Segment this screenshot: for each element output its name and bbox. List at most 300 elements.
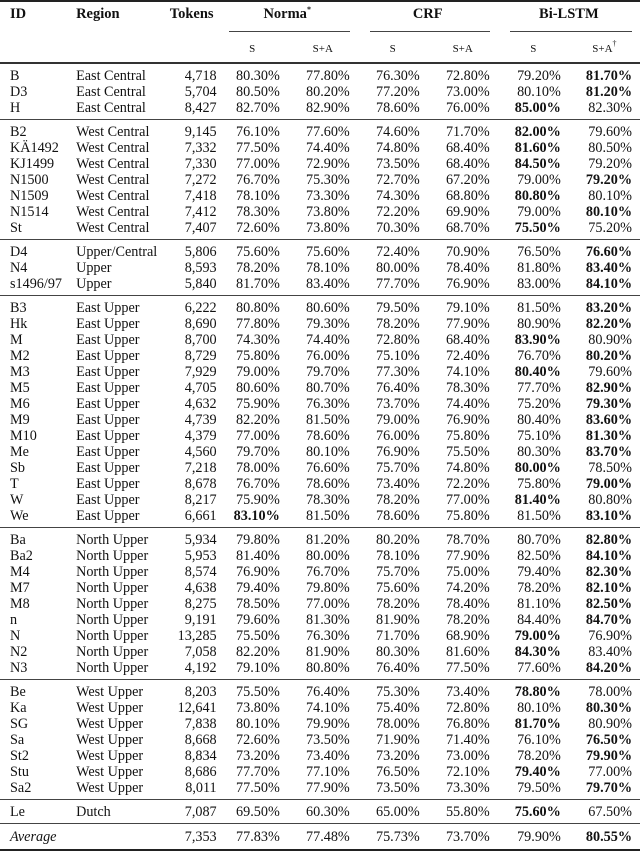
subheader-crf-s [358,34,428,63]
cell-bilstm-s: 85.00% [514,100,561,116]
cell-id: Stu [10,764,29,780]
cell-norma-sa: 80.80% [306,660,350,676]
cell-norma-s: 83.10% [233,508,280,524]
cell-region: North Upper [76,532,149,548]
table-row [0,780,640,800]
subheader-label: S [530,43,537,55]
cell-norma-sa: 81.20% [306,532,350,548]
table-row [0,564,640,580]
cell-norma-sa: 81.50% [306,508,350,524]
cell-bilstm-sa: 75.20% [588,220,632,236]
cell-norma-s: 79.80% [236,532,280,548]
cell-norma-s: 75.50% [236,684,280,700]
header-group-crf [358,1,498,34]
cell-tokens: 8,275 [184,596,217,612]
cell-bilstm-s: 83.90% [514,332,561,348]
cell-crf-sa: 74.40% [445,396,490,412]
cell-region: West Central [76,188,150,204]
cell-id: KÄ1492 [10,140,59,156]
cell-region: North Upper [76,644,149,660]
cell-region: East Upper [76,332,140,348]
table-row [0,412,640,428]
cell-crf-sa: 75.80% [445,428,490,444]
cell-crf-s: 72.20% [375,204,420,220]
cell-norma-s: 78.50% [236,596,280,612]
cell-tokens: 7,332 [184,140,217,156]
cell-bilstm-s: 81.50% [517,300,561,316]
cell-norma-sa: 73.80% [306,220,350,236]
table-row [0,800,640,824]
table-row [0,240,640,261]
cell-bilstm-sa: 80.50% [588,140,632,156]
cell-bilstm-s: 79.50% [517,780,561,796]
cell-norma-s: 77.50% [236,140,280,156]
cell-region: East Upper [76,348,140,364]
cell-region [76,824,167,851]
cell-norma-s: 80.30% [236,68,280,84]
cell-norma-s: 82.20% [236,412,280,428]
cell-id: B [10,68,20,84]
header-spacer [76,34,167,63]
cell-bilstm-s: 77.60% [517,660,561,676]
cell-crf-sa: 68.80% [445,188,490,204]
table-row [0,120,640,141]
cell-avg-norma-s: 77.83% [236,829,280,845]
cell-norma-sa: 81.30% [306,612,350,628]
cell-norma-s: 80.10% [236,716,280,732]
table-row [0,172,640,188]
cell-crf-s: 78.20% [375,316,420,332]
cell-tokens: 4,379 [184,428,217,444]
cell-crf-s: 70.30% [375,220,420,236]
table-row [0,100,640,120]
cell-crf-s: 71.70% [375,628,420,644]
cell-bilstm-sa: 80.30% [585,700,632,716]
cell-norma-sa: 72.90% [306,156,350,172]
cell-id: D3 [10,84,28,100]
cell-bilstm-s: 81.80% [517,260,561,276]
cell-bilstm-sa: 82.50% [585,596,632,612]
cell-crf-s: 75.70% [375,460,420,476]
header-spacer [0,34,76,63]
cell-crf-sa: 81.60% [445,644,490,660]
cell-norma-sa: 78.60% [306,428,350,444]
cell-id: Me [10,444,29,460]
cell-crf-s: 78.10% [375,548,420,564]
cell-norma-sa: 73.80% [306,204,350,220]
table-row [0,596,640,612]
cell-region: West Upper [76,684,144,700]
cell-norma-s: 81.70% [236,276,280,292]
cell-tokens: 7,412 [184,204,217,220]
cell-crf-sa: 73.00% [445,84,490,100]
cell-crf-s: 72.40% [375,244,420,260]
cell-norma-s: 77.80% [236,316,280,332]
cell-bilstm-s: 79.40% [514,764,561,780]
cell-bilstm-s: 80.10% [517,700,561,716]
cell-id: SG [10,716,29,732]
cell-id: M10 [10,428,37,444]
cell-tokens: 8,690 [184,316,217,332]
table-row [0,700,640,716]
cell-id: M2 [10,348,30,364]
cell-bilstm-sa: 83.70% [585,444,632,460]
cell-crf-sa: 75.80% [445,508,490,524]
header-region: Region [76,6,120,22]
cell-bilstm-sa: 82.30% [585,564,632,580]
cell-bilstm-s: 75.60% [514,804,561,820]
table-row [0,380,640,396]
cell-avg-crf-sa: 73.70% [445,829,490,845]
cell-norma-sa: 80.60% [306,300,350,316]
footnote-mark: * [306,5,311,14]
cell-tokens: 7,838 [184,716,217,732]
table-row [0,188,640,204]
cell-bilstm-sa: 83.10% [585,508,632,524]
cell-norma-sa: 77.10% [306,764,350,780]
header-id: ID [10,6,27,22]
cell-tokens: 7,330 [184,156,217,172]
cell-id: s1496/97 [10,276,63,292]
cell-id: N4 [10,260,28,276]
cell-crf-sa: 73.40% [445,684,490,700]
cell-bilstm-s: 80.40% [517,412,561,428]
cell-bilstm-s: 84.50% [514,156,561,172]
cell-crf-sa: 68.40% [445,140,490,156]
cell-bilstm-sa: 84.70% [585,612,632,628]
cell-id: M3 [10,364,30,380]
cell-region: North Upper [76,612,149,628]
cell-bilstm-s: 80.80% [514,188,561,204]
header-spacer [167,34,217,63]
cell-bilstm-sa: 84.20% [585,660,632,676]
table-row [0,332,640,348]
cell-bilstm-sa: 81.30% [585,428,632,444]
cell-avg-norma-sa: 77.48% [306,829,350,845]
cell-crf-s: 78.20% [375,492,420,508]
cell-crf-sa: 75.00% [445,564,490,580]
cell-bilstm-sa: 79.70% [585,780,632,796]
cell-crf-sa: 73.30% [445,780,490,796]
cell-bilstm-sa: 82.30% [588,100,632,116]
cell-bilstm-s: 80.70% [517,532,561,548]
table-row [0,220,640,240]
cell-id: N1500 [10,172,49,188]
cell-id: M9 [10,412,30,428]
cell-bilstm-s: 80.40% [514,364,561,380]
cell-norma-sa: 79.30% [306,316,350,332]
cell-bilstm-sa: 81.20% [585,84,632,100]
cell-bilstm-sa: 79.60% [588,124,632,140]
cell-crf-sa: 71.70% [445,124,490,140]
cell-crf-sa: 72.20% [445,476,490,492]
cell-crf-sa: 68.40% [445,156,490,172]
cell-tokens: 12,641 [177,700,217,716]
cell-norma-sa: 74.40% [306,332,350,348]
cell-average-label: Average [10,829,57,845]
cell-id: We [10,508,29,524]
cell-norma-s: 72.60% [236,732,280,748]
cell-crf-s: 75.10% [375,348,420,364]
cell-bilstm-s: 78.20% [517,580,561,596]
table-row [0,460,640,476]
cell-bilstm-s: 76.10% [517,732,561,748]
cell-region: East Upper [76,396,140,412]
cell-id: M4 [10,564,30,580]
cell-bilstm-s: 80.10% [517,84,561,100]
cell-norma-sa: 76.70% [306,564,350,580]
header-row-sub [0,34,640,63]
cell-bilstm-s: 75.80% [517,476,561,492]
cell-tokens: 4,705 [184,380,217,396]
cell-norma-s: 77.00% [236,428,280,444]
header-tokens: Tokens [169,6,214,22]
cell-crf-sa: 72.80% [445,700,490,716]
cell-crf-s: 80.00% [375,260,420,276]
cell-norma-s: 82.20% [236,644,280,660]
cell-id: M7 [10,580,30,596]
cell-tokens: 7,058 [184,644,217,660]
cell-region: East Upper [76,428,140,444]
cell-bilstm-sa: 83.40% [588,644,632,660]
cell-norma-s: 78.00% [236,460,280,476]
cell-id: M6 [10,396,30,412]
cell-tokens: 8,834 [184,748,217,764]
cell-crf-s: 75.30% [375,684,420,700]
cell-id: M [10,332,23,348]
cell-norma-s: 76.90% [236,564,280,580]
subheader-bilstm-s [498,34,569,63]
cell-id: Sb [10,460,25,476]
cell-id: D4 [10,244,28,260]
table-row [0,680,640,701]
cell-bilstm-s: 82.50% [517,548,561,564]
cell-norma-sa: 73.30% [306,188,350,204]
cell-tokens: 8,427 [184,100,217,116]
cell-bilstm-sa: 76.90% [588,628,632,644]
cell-crf-s: 80.30% [375,644,420,660]
cell-bilstm-s: 79.00% [517,204,561,220]
cell-norma-sa: 80.10% [306,444,350,460]
cell-norma-s: 80.80% [236,300,280,316]
cell-region: East Upper [76,380,140,396]
cell-bilstm-sa: 83.40% [585,260,632,276]
cell-tokens: 9,145 [184,124,217,140]
cell-tokens: 5,953 [184,548,217,564]
cell-crf-s: 81.90% [375,612,420,628]
cell-crf-sa: 77.90% [445,548,490,564]
cell-id: N1509 [10,188,49,204]
cell-crf-sa: 78.40% [445,596,490,612]
table-row [0,364,640,380]
table-row [0,260,640,276]
cell-bilstm-sa: 79.90% [585,748,632,764]
cell-bilstm-s: 79.00% [514,628,561,644]
cell-id: W [10,492,24,508]
subheader-bilstm-sa [569,34,640,63]
subheader-label: S [389,43,396,55]
table-row [0,156,640,172]
header-group-norma [217,1,358,34]
cell-norma-s: 79.70% [236,444,280,460]
cell-id: Hk [10,316,28,332]
cell-bilstm-s: 80.90% [517,316,561,332]
cell-bilstm-s: 78.20% [517,748,561,764]
cell-bilstm-sa: 78.50% [588,460,632,476]
cell-crf-s: 76.40% [375,660,420,676]
cell-norma-sa: 77.80% [306,68,350,84]
cell-region: North Upper [76,596,149,612]
cell-norma-sa: 76.30% [306,628,350,644]
cell-bilstm-sa: 79.20% [585,172,632,188]
cell-id: n [10,612,18,628]
cell-crf-sa: 55.80% [445,804,490,820]
cell-norma-s: 72.60% [236,220,280,236]
cell-region: West Central [76,124,150,140]
cell-tokens: 8,217 [184,492,217,508]
cell-crf-sa: 68.90% [445,628,490,644]
cell-id: Ba2 [10,548,33,564]
subheader-label: S+A [592,43,613,55]
cell-crf-sa: 71.40% [445,732,490,748]
cell-region: North Upper [76,628,149,644]
cell-bilstm-sa: 84.10% [585,548,632,564]
cell-bilstm-s: 81.50% [517,508,561,524]
cell-crf-sa: 75.50% [445,444,490,460]
cell-crf-sa: 79.10% [445,300,490,316]
cell-bilstm-sa: 80.90% [588,332,632,348]
cell-tokens: 7,353 [184,829,217,845]
cell-crf-sa: 67.20% [445,172,490,188]
cell-norma-s: 81.40% [236,548,280,564]
cell-norma-sa: 78.10% [306,260,350,276]
cell-norma-s: 77.50% [236,780,280,796]
cell-crf-s: 73.70% [375,396,420,412]
cell-bilstm-s: 75.10% [517,428,561,444]
cell-tokens: 5,934 [184,532,217,548]
cell-crf-s: 72.70% [375,172,420,188]
cell-crf-sa: 68.40% [445,332,490,348]
cell-crf-s: 77.70% [375,276,420,292]
cell-bilstm-sa: 67.50% [588,804,632,820]
cell-bilstm-s: 79.00% [517,172,561,188]
average-row [0,824,640,851]
cell-norma-s: 74.30% [236,332,280,348]
cell-crf-s: 78.00% [375,716,420,732]
cell-tokens: 6,661 [184,508,217,524]
cell-tokens: 9,191 [184,612,217,628]
cell-norma-sa: 75.30% [306,172,350,188]
table-row [0,580,640,596]
cell-bilstm-sa: 78.00% [588,684,632,700]
cell-region: North Upper [76,548,149,564]
cell-crf-s: 78.60% [375,100,420,116]
cell-crf-s: 75.70% [375,564,420,580]
subheader-crf-sa [428,34,498,63]
cell-crf-s: 77.20% [375,84,420,100]
table-row [0,644,640,660]
cell-crf-sa: 68.70% [445,220,490,236]
cell-region: Dutch [76,804,111,820]
cell-tokens: 7,407 [184,220,217,236]
cell-crf-s: 77.30% [375,364,420,380]
cell-tokens: 13,285 [177,628,217,644]
cell-tokens: 8,668 [184,732,217,748]
cell-norma-s: 73.20% [236,748,280,764]
cell-tokens: 4,638 [184,580,217,596]
cell-bilstm-sa: 84.10% [585,276,632,292]
subheader-norma-s [217,34,288,63]
cell-norma-sa: 80.20% [306,84,350,100]
cell-region: West Upper [76,764,144,780]
table-row [0,84,640,100]
cell-bilstm-sa: 81.70% [585,68,632,84]
cell-id: Ba [10,532,26,548]
table-row [0,612,640,628]
cell-norma-s: 76.70% [236,172,280,188]
cell-bilstm-sa: 80.80% [588,492,632,508]
cell-region: East Upper [76,444,140,460]
table-row [0,548,640,564]
cell-bilstm-s: 83.00% [517,276,561,292]
cell-region: North Upper [76,660,149,676]
cell-bilstm-sa: 79.20% [588,156,632,172]
cell-tokens: 7,218 [184,460,217,476]
cell-norma-sa: 79.70% [306,364,350,380]
cell-crf-sa: 72.80% [445,68,490,84]
cell-bilstm-sa: 79.00% [585,476,632,492]
cell-norma-sa: 81.50% [306,412,350,428]
cell-id: Le [10,804,25,820]
cell-region: West Central [76,156,150,172]
table-row [0,716,640,732]
cell-norma-sa: 77.60% [306,124,350,140]
cell-crf-s: 80.20% [375,532,420,548]
cell-region: West Upper [76,700,144,716]
cell-norma-s: 80.50% [236,84,280,100]
cell-norma-sa: 75.60% [306,244,350,260]
cell-crf-sa: 77.90% [445,316,490,332]
table-row [0,63,640,84]
table-row [0,628,640,644]
table-body [0,63,640,850]
cell-crf-s: 74.60% [375,124,420,140]
cell-norma-sa: 73.40% [306,748,350,764]
cell-region: West Central [76,140,150,156]
subheader-label: S [249,43,256,55]
cell-bilstm-sa: 80.90% [588,716,632,732]
cell-norma-s: 78.20% [236,260,280,276]
cell-crf-s: 76.90% [375,444,420,460]
cell-bilstm-s: 81.40% [514,492,561,508]
cell-bilstm-s: 82.00% [514,124,561,140]
cell-norma-sa: 78.30% [306,492,350,508]
cell-region: East Central [76,84,146,100]
cell-tokens: 8,700 [184,332,217,348]
footnote-mark: † [612,39,617,48]
cell-crf-s: 79.50% [375,300,420,316]
cell-region: East Upper [76,316,140,332]
cell-tokens: 4,718 [184,68,217,84]
cell-avg-bilstm-sa: 80.55% [585,829,632,845]
cell-norma-s: 75.50% [236,628,280,644]
cell-bilstm-s: 80.30% [517,444,561,460]
cell-norma-s: 75.80% [236,348,280,364]
cell-region: West Upper [76,748,144,764]
cell-norma-sa: 80.70% [306,380,350,396]
cell-norma-sa: 76.00% [306,348,350,364]
cell-norma-s: 78.10% [236,188,280,204]
